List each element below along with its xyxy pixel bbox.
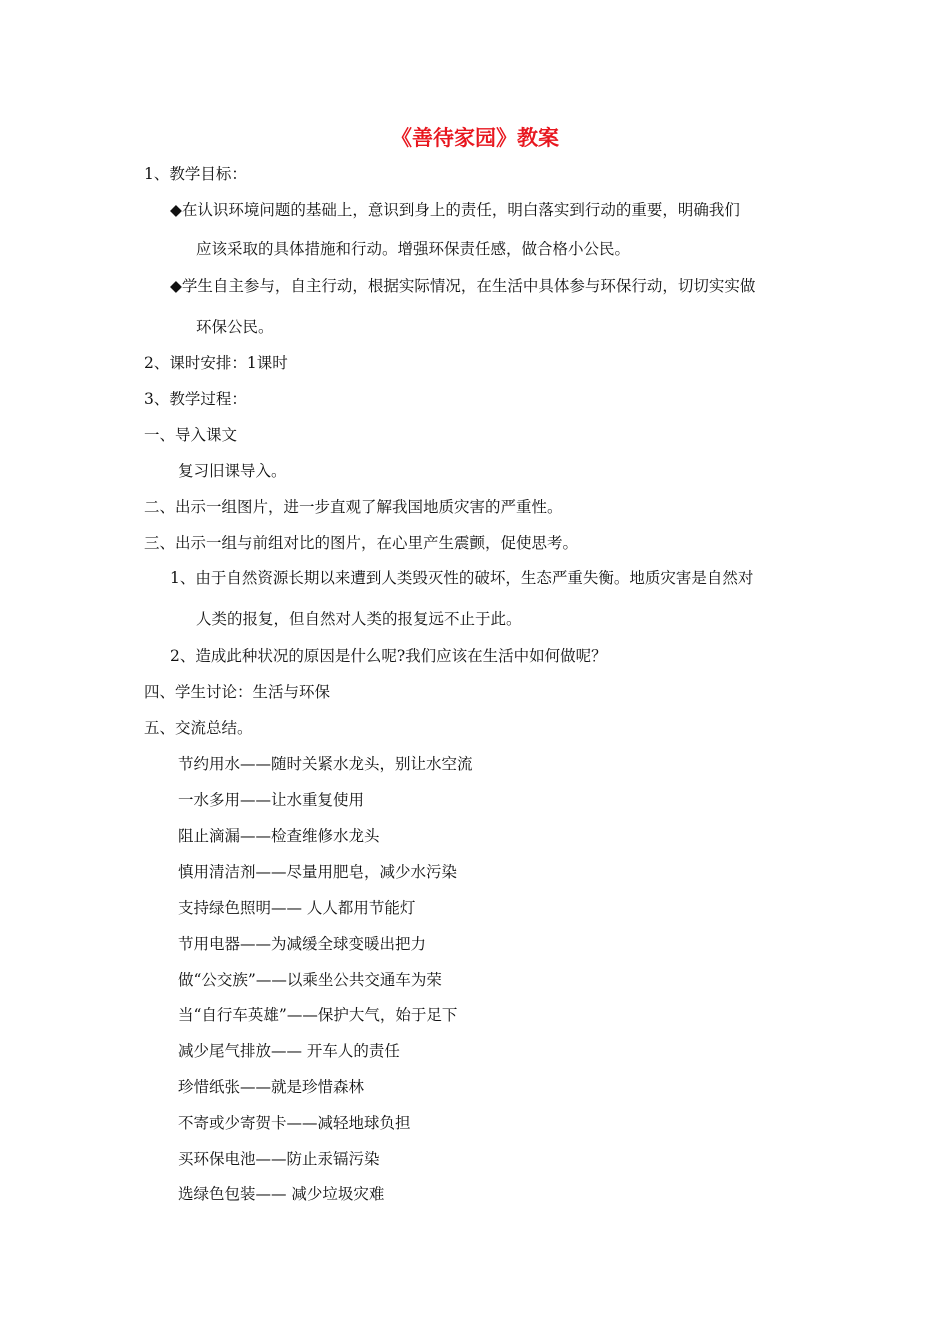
text-line: 五、交流总结。 [144,719,253,737]
text-line: 珍惜纸张——就是珍惜森林 [178,1078,365,1096]
document-title: 《善待家园》教案 [391,125,559,150]
text-line: 慎用清洁剂——尽量用肥皂，减少水污染 [178,863,458,881]
text-line: 节用电器——为减缓全球变暖出把力 [178,935,427,953]
text-line: 四、学生讨论：生活与环保 [144,683,331,701]
text-line: 选绿色包装—— 减少垃圾灾难 [178,1185,385,1203]
text-line: 环保公民。 [196,318,274,336]
text-line: 1、教学目标： [144,165,247,183]
text-line: 2、课时安排：1课时 [144,354,288,372]
text-line: 三、出示一组与前组对比的图片，在心里产生震颤，促使思考。 [144,534,579,552]
text-line: 2、造成此种状况的原因是什么呢?我们应该在生活中如何做呢？ [170,647,607,665]
text-line: ◆在认识环境问题的基础上，意识到身上的责任，明白落实到行动的重要，明确我们 [170,201,740,219]
text-line: 一、导入课文 [144,426,238,444]
text-line: 复习旧课导入。 [178,462,287,480]
text-line: 不寄或少寄贺卡——减轻地球负担 [178,1114,411,1132]
text-line: 节约用水——随时关紧水龙头，别让水空流 [178,755,473,773]
text-line: 3、教学过程： [144,390,247,408]
text-line: 阻止滴漏——检查维修水龙头 [178,827,380,845]
text-line: 1、由于自然资源长期以来遭到人类毁灭性的破坏，生态严重失衡。地质灾害是自然对 [170,569,754,587]
text-line: 买环保电池——防止汞镉污染 [178,1150,380,1168]
text-line: ◆学生自主参与，自主行动，根据实际情况，在生活中具体参与环保行动，切切实实做 [170,277,756,295]
text-line: 一水多用——让水重复使用 [178,791,365,809]
text-line: 二、出示一组图片，进一步直观了解我国地质灾害的严重性。 [144,498,563,516]
text-line: 减少尾气排放—— 开车人的责任 [178,1042,400,1060]
text-line: 做“公交族”——以乘坐公共交通车为荣 [178,971,442,989]
text-line: 支持绿色照明—— 人人都用节能灯 [178,899,416,917]
text-line: 应该采取的具体措施和行动。增强环保责任感，做合格小公民。 [196,240,631,258]
text-line: 人类的报复，但自然对人类的报复远不止于此。 [196,610,522,628]
text-line: 当“自行车英雄”——保护大气，始于足下 [178,1006,458,1024]
